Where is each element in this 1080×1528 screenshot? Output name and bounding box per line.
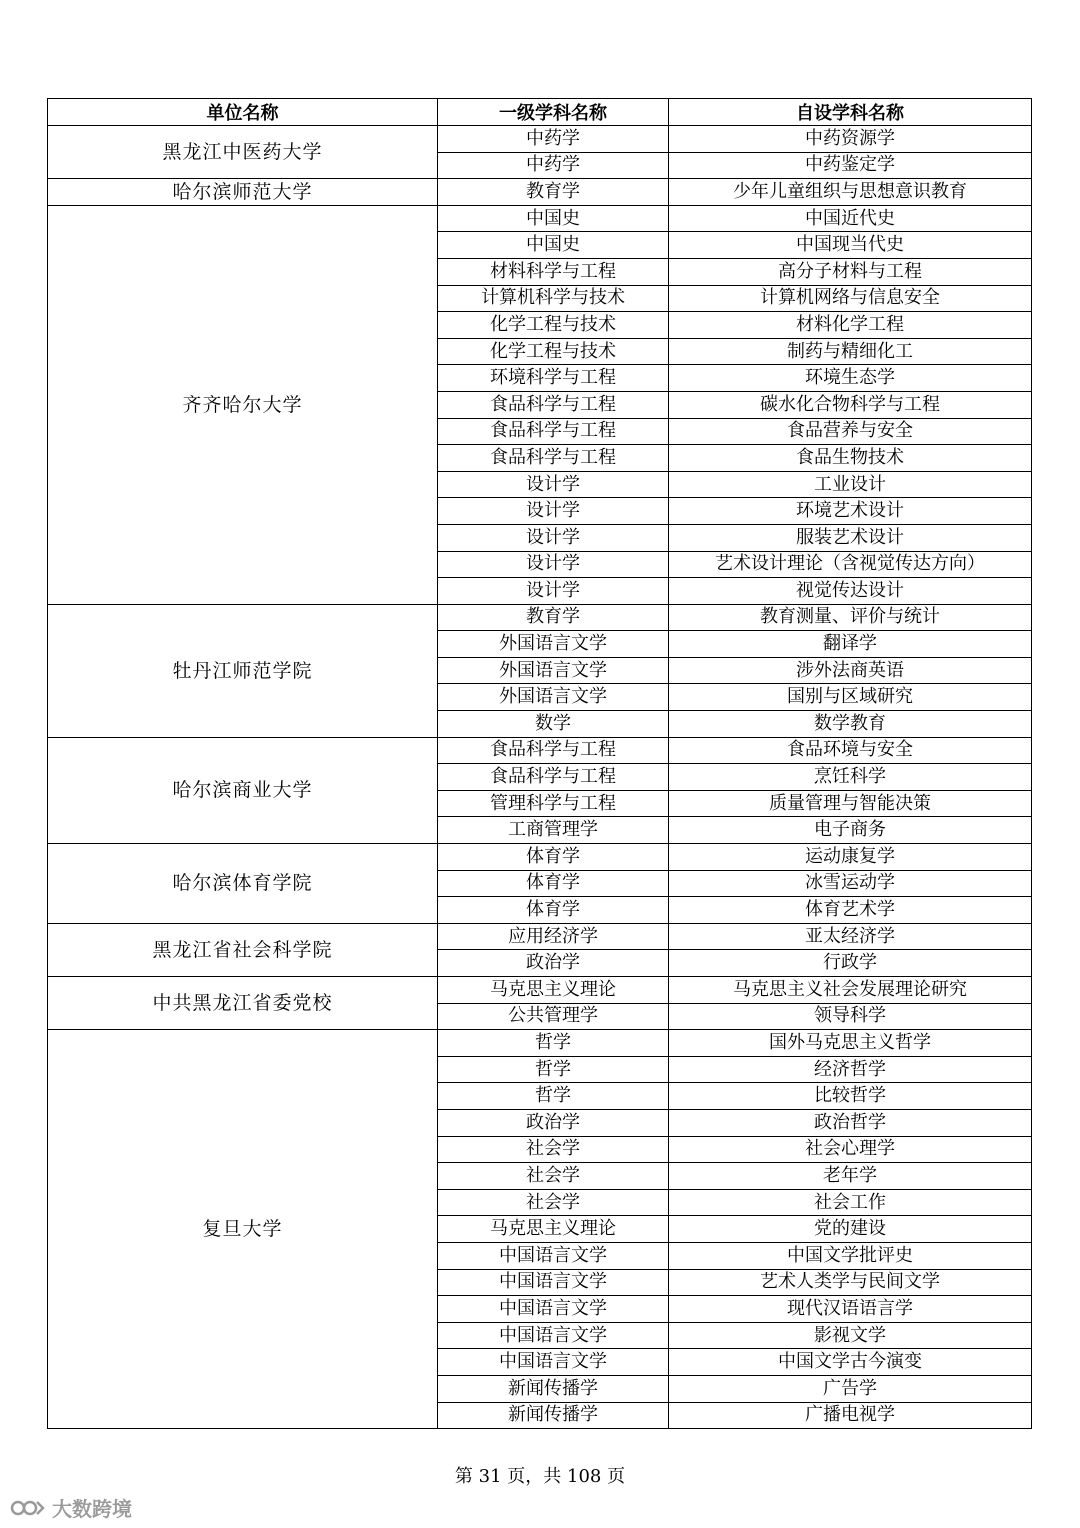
primary-discipline-cell: 外国语言文学 [438, 631, 669, 658]
primary-discipline-cell: 体育学 [438, 844, 669, 871]
custom-discipline-cell: 艺术设计理论（含视觉传达方向） [669, 551, 1032, 578]
custom-discipline-cell: 中国现当代史 [669, 232, 1032, 259]
primary-discipline-cell: 中国语言文学 [438, 1296, 669, 1323]
table-row [48, 1030, 1032, 1057]
primary-discipline-cell: 环境科学与工程 [438, 365, 669, 392]
custom-discipline-cell: 服装艺术设计 [669, 524, 1032, 551]
unit-name-cell: 复旦大学 [48, 1030, 438, 1429]
unit-name-cell: 哈尔滨商业大学 [48, 737, 438, 843]
custom-discipline-cell: 碳水化合物科学与工程 [669, 391, 1032, 418]
custom-discipline-cell: 社会工作 [669, 1189, 1032, 1216]
custom-discipline-cell: 食品环境与安全 [669, 737, 1032, 764]
custom-discipline-cell: 制药与精细化工 [669, 338, 1032, 365]
table-row [48, 923, 1032, 950]
watermark-text: 大数跨境 [52, 1497, 132, 1521]
primary-discipline-cell: 中药学 [438, 126, 669, 153]
custom-discipline-cell: 行政学 [669, 950, 1032, 977]
custom-discipline-cell: 环境生态学 [669, 365, 1032, 392]
primary-discipline-cell: 食品科学与工程 [438, 391, 669, 418]
custom-discipline-cell: 中药资源学 [669, 126, 1032, 153]
custom-discipline-cell: 国别与区域研究 [669, 684, 1032, 711]
custom-discipline-cell: 视觉传达设计 [669, 578, 1032, 605]
unit-name-cell: 齐齐哈尔大学 [48, 205, 438, 604]
custom-discipline-cell: 翻译学 [669, 631, 1032, 658]
custom-discipline-cell: 党的建设 [669, 1216, 1032, 1243]
custom-discipline-cell: 广播电视学 [669, 1402, 1032, 1429]
primary-discipline-cell: 设计学 [438, 578, 669, 605]
table-row [48, 844, 1032, 871]
primary-discipline-cell: 设计学 [438, 551, 669, 578]
custom-discipline-cell: 少年儿童组织与思想意识教育 [669, 179, 1032, 206]
primary-discipline-cell: 哲学 [438, 1083, 669, 1110]
custom-discipline-cell: 现代汉语语言学 [669, 1296, 1032, 1323]
primary-discipline-cell: 中药学 [438, 152, 669, 179]
custom-discipline-cell: 电子商务 [669, 817, 1032, 844]
custom-discipline-cell: 环境艺术设计 [669, 498, 1032, 525]
primary-discipline-cell: 化学工程与技术 [438, 312, 669, 339]
primary-discipline-cell: 政治学 [438, 950, 669, 977]
primary-discipline-cell: 社会学 [438, 1163, 669, 1190]
primary-discipline-cell: 工商管理学 [438, 817, 669, 844]
table-header-row [48, 99, 1032, 126]
table-row [48, 126, 1032, 153]
primary-discipline-cell: 中国语言文学 [438, 1322, 669, 1349]
watermark [10, 1493, 132, 1522]
custom-discipline-cell: 冰雪运动学 [669, 870, 1032, 897]
custom-discipline-cell: 老年学 [669, 1163, 1032, 1190]
primary-discipline-cell: 体育学 [438, 870, 669, 897]
unit-name-cell: 黑龙江省社会科学院 [48, 923, 438, 976]
primary-discipline-cell: 食品科学与工程 [438, 764, 669, 791]
custom-discipline-cell: 领导科学 [669, 1003, 1032, 1030]
primary-discipline-cell: 新闻传播学 [438, 1375, 669, 1402]
custom-discipline-cell: 食品生物技术 [669, 445, 1032, 472]
custom-discipline-cell: 计算机网络与信息安全 [669, 285, 1032, 312]
primary-discipline-cell: 社会学 [438, 1189, 669, 1216]
primary-discipline-cell: 食品科学与工程 [438, 418, 669, 445]
primary-discipline-cell: 食品科学与工程 [438, 445, 669, 472]
primary-discipline-cell: 社会学 [438, 1136, 669, 1163]
primary-discipline-cell: 体育学 [438, 897, 669, 924]
unit-name-cell: 哈尔滨体育学院 [48, 844, 438, 924]
table-row [48, 604, 1032, 631]
custom-discipline-cell: 体育艺术学 [669, 897, 1032, 924]
primary-discipline-cell: 计算机科学与技术 [438, 285, 669, 312]
custom-discipline-cell: 中国近代史 [669, 205, 1032, 232]
custom-discipline-cell: 食品营养与安全 [669, 418, 1032, 445]
custom-discipline-cell: 艺术人类学与民间文学 [669, 1269, 1032, 1296]
custom-discipline-cell: 中国文学古今演变 [669, 1349, 1032, 1376]
primary-discipline-cell: 公共管理学 [438, 1003, 669, 1030]
table-row [48, 737, 1032, 764]
custom-discipline-cell: 经济哲学 [669, 1056, 1032, 1083]
table-row [48, 205, 1032, 232]
primary-discipline-cell: 管理科学与工程 [438, 790, 669, 817]
table-row [48, 977, 1032, 1004]
custom-discipline-cell: 影视文学 [669, 1322, 1032, 1349]
primary-discipline-cell: 食品科学与工程 [438, 737, 669, 764]
custom-discipline-cell: 马克思主义社会发展理论研究 [669, 977, 1032, 1004]
header-custom-discipline: 自设学科名称 [669, 99, 1032, 126]
primary-discipline-cell: 教育学 [438, 604, 669, 631]
primary-discipline-cell: 设计学 [438, 524, 669, 551]
primary-discipline-cell: 应用经济学 [438, 923, 669, 950]
primary-discipline-cell: 教育学 [438, 179, 669, 206]
brand-logo-icon [10, 1498, 46, 1518]
primary-discipline-cell: 哲学 [438, 1056, 669, 1083]
primary-discipline-cell: 马克思主义理论 [438, 1216, 669, 1243]
primary-discipline-cell: 中国史 [438, 205, 669, 232]
primary-discipline-cell: 设计学 [438, 498, 669, 525]
custom-discipline-cell: 工业设计 [669, 471, 1032, 498]
custom-discipline-cell: 广告学 [669, 1375, 1032, 1402]
primary-discipline-cell: 化学工程与技术 [438, 338, 669, 365]
custom-discipline-cell: 教育测量、评价与统计 [669, 604, 1032, 631]
custom-discipline-cell: 高分子材料与工程 [669, 258, 1032, 285]
primary-discipline-cell: 政治学 [438, 1109, 669, 1136]
primary-discipline-cell: 外国语言文学 [438, 684, 669, 711]
custom-discipline-cell: 涉外法商英语 [669, 657, 1032, 684]
primary-discipline-cell: 中国语言文学 [438, 1349, 669, 1376]
primary-discipline-cell: 数学 [438, 711, 669, 738]
custom-discipline-cell: 运动康复学 [669, 844, 1032, 871]
unit-name-cell: 中共黑龙江省委党校 [48, 977, 438, 1030]
unit-name-cell: 黑龙江中医药大学 [48, 126, 438, 179]
page-number: 第 31 页，共 108 页 [454, 1466, 626, 1487]
primary-discipline-cell: 新闻传播学 [438, 1402, 669, 1429]
custom-discipline-cell: 国外马克思主义哲学 [669, 1030, 1032, 1057]
primary-discipline-cell: 外国语言文学 [438, 657, 669, 684]
unit-name-cell: 哈尔滨师范大学 [48, 179, 438, 206]
custom-discipline-cell: 材料化学工程 [669, 312, 1032, 339]
primary-discipline-cell: 设计学 [438, 471, 669, 498]
custom-discipline-cell: 质量管理与智能决策 [669, 790, 1032, 817]
table-row [48, 179, 1032, 206]
primary-discipline-cell: 中国语言文学 [438, 1242, 669, 1269]
primary-discipline-cell: 材料科学与工程 [438, 258, 669, 285]
custom-discipline-cell: 中药鉴定学 [669, 152, 1032, 179]
custom-discipline-cell: 比较哲学 [669, 1083, 1032, 1110]
custom-discipline-cell: 烹饪科学 [669, 764, 1032, 791]
custom-discipline-cell: 社会心理学 [669, 1136, 1032, 1163]
header-primary-discipline: 一级学科名称 [438, 99, 669, 126]
custom-discipline-cell: 亚太经济学 [669, 923, 1032, 950]
subject-table [47, 98, 1032, 1429]
custom-discipline-cell: 中国文学批评史 [669, 1242, 1032, 1269]
primary-discipline-cell: 中国语言文学 [438, 1269, 669, 1296]
custom-discipline-cell: 政治哲学 [669, 1109, 1032, 1136]
primary-discipline-cell: 中国史 [438, 232, 669, 259]
unit-name-cell: 牡丹江师范学院 [48, 604, 438, 737]
primary-discipline-cell: 哲学 [438, 1030, 669, 1057]
custom-discipline-cell: 数学教育 [669, 711, 1032, 738]
header-unit-name: 单位名称 [48, 99, 438, 126]
primary-discipline-cell: 马克思主义理论 [438, 977, 669, 1004]
